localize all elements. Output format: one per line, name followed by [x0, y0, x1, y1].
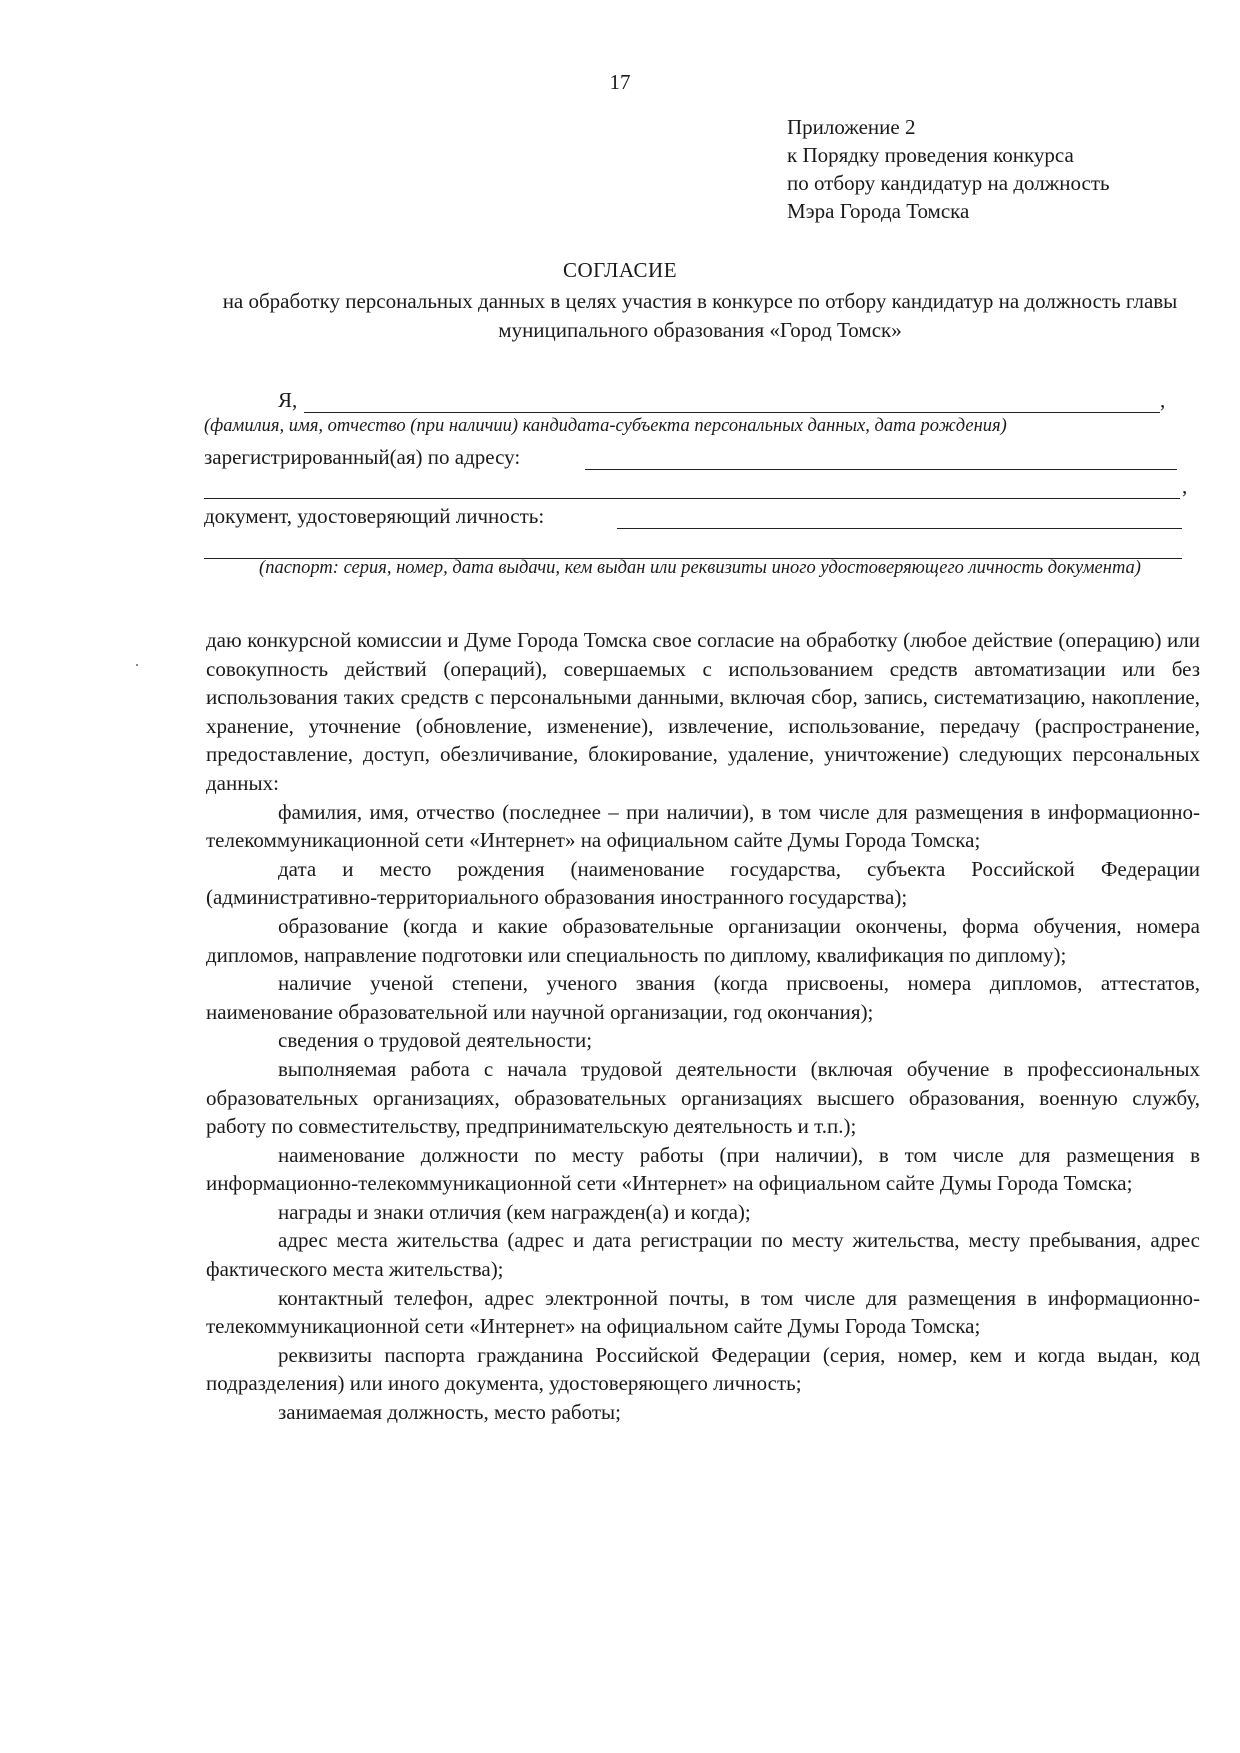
address-field-line[interactable]: [585, 469, 1177, 470]
name-field-line[interactable]: [304, 412, 1160, 413]
scan-speck: [136, 664, 138, 666]
appendix-line: Приложение 2: [787, 115, 916, 139]
i-label: Я,: [278, 388, 298, 412]
data-item: занимаемая должность, место работы;: [278, 1400, 621, 1425]
appendix-line: Мэра Города Томска: [787, 199, 970, 223]
document-subtitle: на обработку персональных данных в целях участия в конкурсе по отбору кандидатур на должность главы муниципального образования «Город Томск»: [222, 289, 1178, 342]
address-label: зарегистрированный(ая) по адресу:: [204, 445, 521, 469]
document-field-line[interactable]: [617, 528, 1182, 529]
data-item: адрес места жительства (адрес и дата регистрации по месту жительства, месту пребывания, адрес фактического места жительства);: [206, 1228, 1200, 1282]
consent-body: [206, 626, 1200, 1427]
data-item: награды и знаки отличия (кем награжден(а) и когда);: [278, 1199, 751, 1224]
appendix-line: по отбору кандидатур на должность: [787, 171, 1110, 195]
appendix-line: к Порядку проведения конкурса: [787, 143, 1074, 167]
data-item: контактный телефон, адрес электронной почты, в том числе для размещения в информационно-телекоммуникационной сети «Интернет» на официальном сайте Думы Города Томска;: [206, 1285, 1200, 1339]
data-item: выполняемая работа с начала трудовой деятельности (включая обучение в профессиональных образовательных организациях, образовательных организациях высшего образования, военную службу, работу по совместительству, предпринимательскую деятельность и т.п.);: [206, 1056, 1200, 1139]
appendix-block: [787, 113, 1110, 225]
page-number: 17: [609, 70, 631, 94]
data-item: наличие ученой степени, ученого звания (когда присвоены, номера дипломов, аттестатов, наименование образовательной или научной организации, год окончания);: [206, 971, 1200, 1024]
data-item: наименование должности по месту работы (при наличии), в том числе для размещения в информационно-телекоммуникационной сети «Интернет» на официальном сайте Думы Города Томска;: [206, 1142, 1200, 1196]
name-field-hint: (фамилия, имя, отчество (при наличии) кандидата-субъекта персональных данных, дата рождения): [204, 416, 1007, 436]
address-field-line-2[interactable]: [204, 498, 1180, 499]
name-field-comma: ,: [1160, 388, 1166, 412]
data-item: реквизиты паспорта гражданина Российской Федерации (серия, номер, кем и когда выдан, код подразделения) или иного документа, удостоверяющего личность;: [206, 1342, 1200, 1396]
data-item: сведения о трудовой деятельности;: [278, 1028, 593, 1053]
document-title: СОГЛАСИЕ: [562, 258, 678, 282]
consent-intro: даю конкурсной комиссии и Думе Города Томска свое согласие на обработку (любое действие (операцию) или совокупность действий (операций), совершаемых с использованием средств автоматизации или без использования таких средств с персональными данными, включая сбор, запись, систематизацию, накопление, хранение, уточнение (обновление, изменение), извлечение, использование, передачу (распространение, предоставление, доступ, обезличивание, блокирование, удаление, уничтожение) следующих персональных данных:: [206, 628, 1200, 795]
data-item: фамилия, имя, отчество (последнее – при наличии), в том числе для размещения в информационно-телекоммуникационной сети «Интернет» на официальном сайте Думы Города Томска;: [206, 799, 1200, 853]
data-item: дата и место рождения (наименование государства, субъекта Российской Федерации (административно-территориального образования иностранного государства);: [206, 856, 1200, 910]
document-label: документ, удостоверяющий личность:: [204, 504, 545, 528]
data-item: образование (когда и какие образовательные организации окончены, форма обучения, номера дипломов, направление подготовки или специальность по диплому, квалификация по диплому);: [206, 913, 1200, 967]
address-field-comma: ,: [1182, 474, 1188, 498]
document-field-hint: (паспорт: серия, номер, дата выдачи, кем выдан или реквизиты иного удостоверяющего личность документа): [259, 558, 1141, 578]
